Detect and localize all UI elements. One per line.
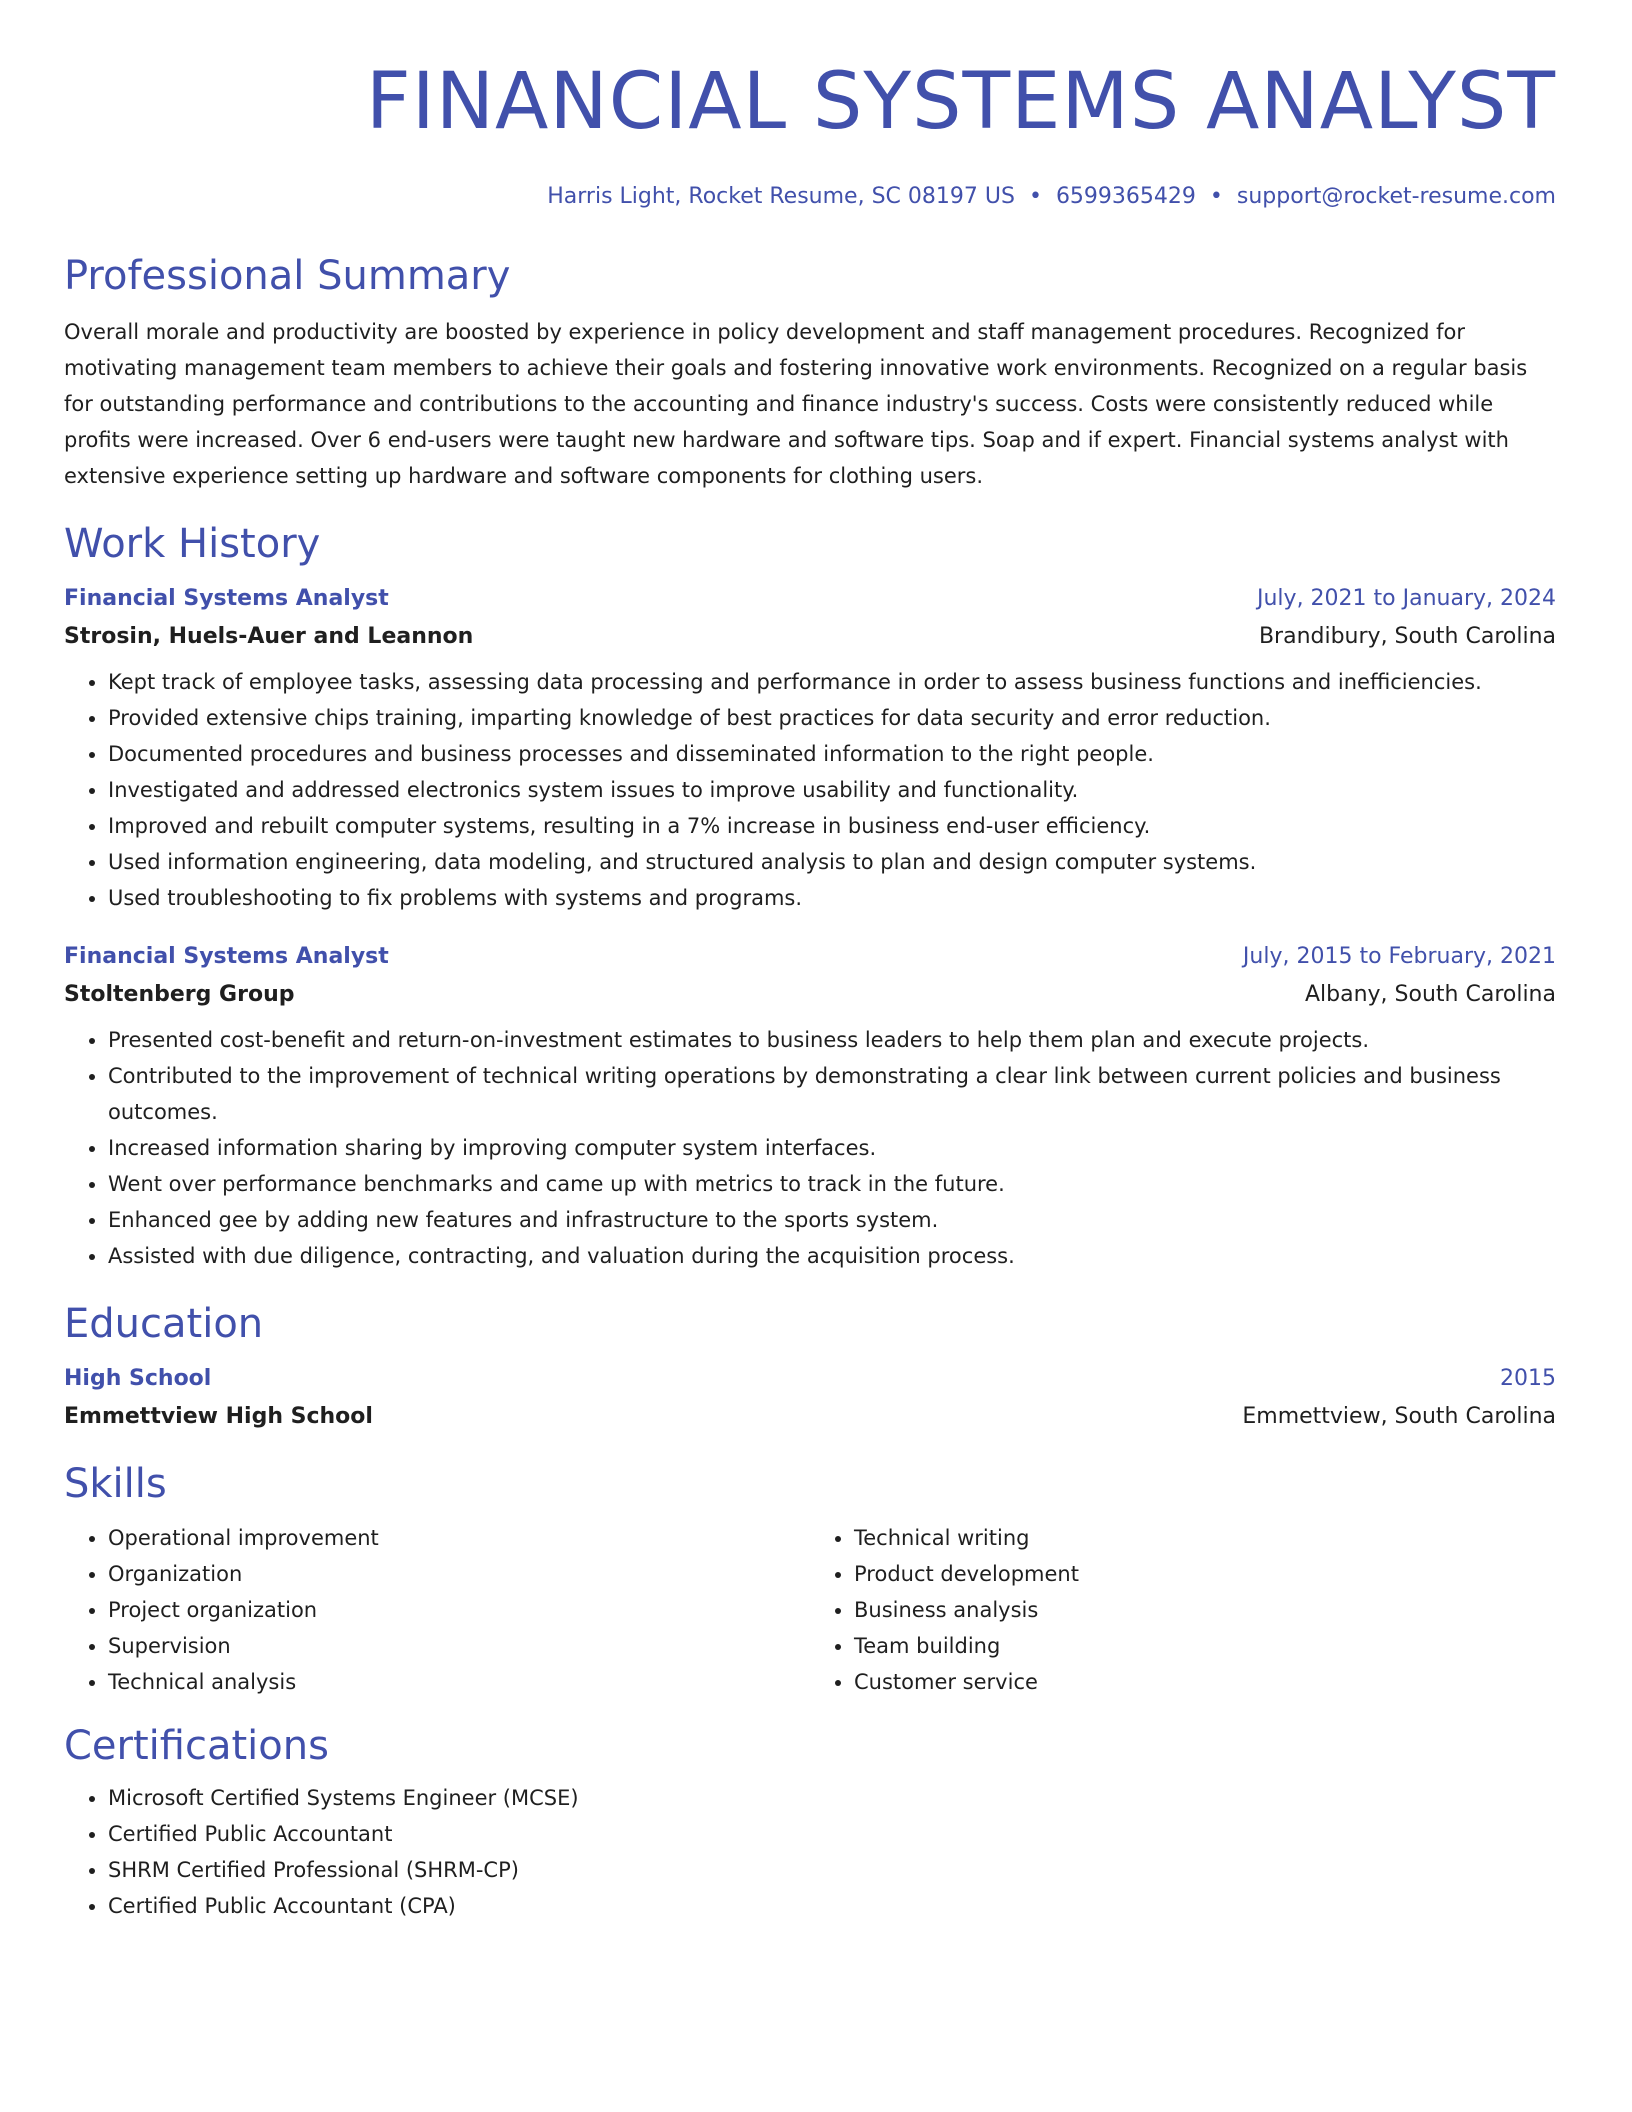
education-section xyxy=(64,1298,1556,1436)
contact-address: Harris Light, Rocket Resume, SC 08197 US xyxy=(547,184,1015,209)
summary-heading: Professional Summary xyxy=(64,253,511,299)
job-title: Financial Systems Analyst xyxy=(64,944,389,969)
job-bullet: • Documented procedures and business processes and disseminated information to the right people. xyxy=(108,736,1556,772)
job-bullet: • Increased information sharing by improving computer system interfaces. xyxy=(108,1130,1556,1166)
job-bullet: • Improved and rebuilt computer systems, resulting in a 7% increase in business end-user efficiency. xyxy=(108,808,1556,844)
job-bullet: • Kept track of employee tasks, assessing data processing and performance in order to assess business functions and inefficiencies. xyxy=(108,664,1556,700)
job-location: Albany, South Carolina xyxy=(1304,982,1556,1007)
job-entry xyxy=(64,580,1556,916)
certifications-section xyxy=(64,1720,1556,1924)
skills-heading: Skills xyxy=(64,1461,167,1507)
job-bullet: • Used information engineering, data modeling, and structured analysis to plan and design computer systems. xyxy=(108,844,1556,880)
certification-item: • Certified Public Accountant (CPA) xyxy=(108,1888,1556,1924)
summary-text: Overall morale and productivity are boosted by experience in policy development and staff management procedures. Recognized for motivating management team members to achieve their goals and fostering innovative work environments. Recognized on a regular basis for outstanding performance and contributions to the accounting and finance industry's success. Costs were consistently reduced while profits were increased. Over 6 end-users were taught new hardware and software tips. Soap and if expert. Financial systems analyst with extensive experience setting up hardware and software components for clothing users. xyxy=(64,320,1528,488)
job-bullets xyxy=(64,664,1556,916)
job-dates: July, 2021 to January, 2024 xyxy=(1257,586,1556,611)
job-bullet: • Used troubleshooting to fix problems with systems and programs. xyxy=(108,880,1556,916)
contact-phone: 6599365429 xyxy=(1055,184,1196,209)
contact-separator: • xyxy=(1209,184,1223,209)
education-degree: High School xyxy=(64,1366,212,1391)
job-company-row xyxy=(64,976,1556,1014)
certifications-heading: Certifications xyxy=(64,1723,329,1769)
job-bullet: • Investigated and addressed electronics system issues to improve usability and functionality. xyxy=(108,772,1556,808)
education-location: Emmettview, South Carolina xyxy=(1242,1404,1556,1429)
job-company: Stoltenberg Group xyxy=(64,982,295,1007)
job-header-row xyxy=(64,938,1556,976)
job-bullet: • Presented cost-benefit and return-on-investment estimates to business leaders to help them plan and execute projects. xyxy=(108,1022,1556,1058)
work-history-section xyxy=(64,518,1556,1274)
certification-item: • Certified Public Accountant xyxy=(108,1816,1556,1852)
skills-column-left xyxy=(64,1520,810,1700)
job-company-row xyxy=(64,618,1556,656)
summary-section xyxy=(64,250,1556,494)
education-school: Emmettview High School xyxy=(64,1404,373,1429)
job-bullets xyxy=(64,1022,1556,1274)
skill-item: • Business analysis xyxy=(854,1592,1556,1628)
education-school-row xyxy=(64,1398,1556,1436)
skill-item: • Organization xyxy=(108,1556,810,1592)
certification-item: • SHRM Certified Professional (SHRM-CP) xyxy=(108,1852,1556,1888)
skills-column-right xyxy=(810,1520,1556,1700)
skill-item: • Supervision xyxy=(108,1628,810,1664)
education-heading: Education xyxy=(64,1301,264,1347)
job-company: Strosin, Huels-Auer and Leannon xyxy=(64,624,474,649)
job-title: Financial Systems Analyst xyxy=(64,586,389,611)
job-bullet: • Assisted with due diligence, contracting, and valuation during the acquisition process. xyxy=(108,1238,1556,1274)
skill-item: • Technical analysis xyxy=(108,1664,810,1700)
job-bullet: • Contributed to the improvement of technical writing operations by demonstrating a clear link between current policies and business outcomes. xyxy=(108,1058,1556,1130)
job-header-row xyxy=(64,580,1556,618)
education-header-row xyxy=(64,1360,1556,1398)
work-history-heading: Work History xyxy=(64,521,321,567)
skill-item: • Operational improvement xyxy=(108,1520,810,1556)
certifications-list xyxy=(64,1780,1556,1924)
job-entry xyxy=(64,938,1556,1274)
skill-item: • Customer service xyxy=(854,1664,1556,1700)
job-dates: July, 2015 to February, 2021 xyxy=(1242,944,1556,969)
contact-line xyxy=(64,182,1556,212)
resume-page xyxy=(64,0,1556,1924)
skill-item: • Team building xyxy=(854,1628,1556,1664)
job-location: Brandibury, South Carolina xyxy=(1258,624,1556,649)
contact-email: support@rocket-resume.com xyxy=(1236,184,1556,209)
job-bullet: • Went over performance benchmarks and came up with metrics to track in the future. xyxy=(108,1166,1556,1202)
skills-grid xyxy=(64,1520,1556,1700)
job-bullet: • Enhanced gee by adding new features and infrastructure to the sports system. xyxy=(108,1202,1556,1238)
resume-title: FINANCIAL SYSTEMS ANALYST xyxy=(365,57,1556,147)
contact-separator: • xyxy=(1028,184,1042,209)
education-entry xyxy=(64,1360,1556,1436)
education-year: 2015 xyxy=(1500,1366,1556,1391)
job-bullet: • Provided extensive chips training, imparting knowledge of best practices for data security and error reduction. xyxy=(108,700,1556,736)
skill-item: • Technical writing xyxy=(854,1520,1556,1556)
skill-item: • Project organization xyxy=(108,1592,810,1628)
skills-section xyxy=(64,1458,1556,1700)
certification-item: • Microsoft Certified Systems Engineer (MCSE) xyxy=(108,1780,1556,1816)
skill-item: • Product development xyxy=(854,1556,1556,1592)
